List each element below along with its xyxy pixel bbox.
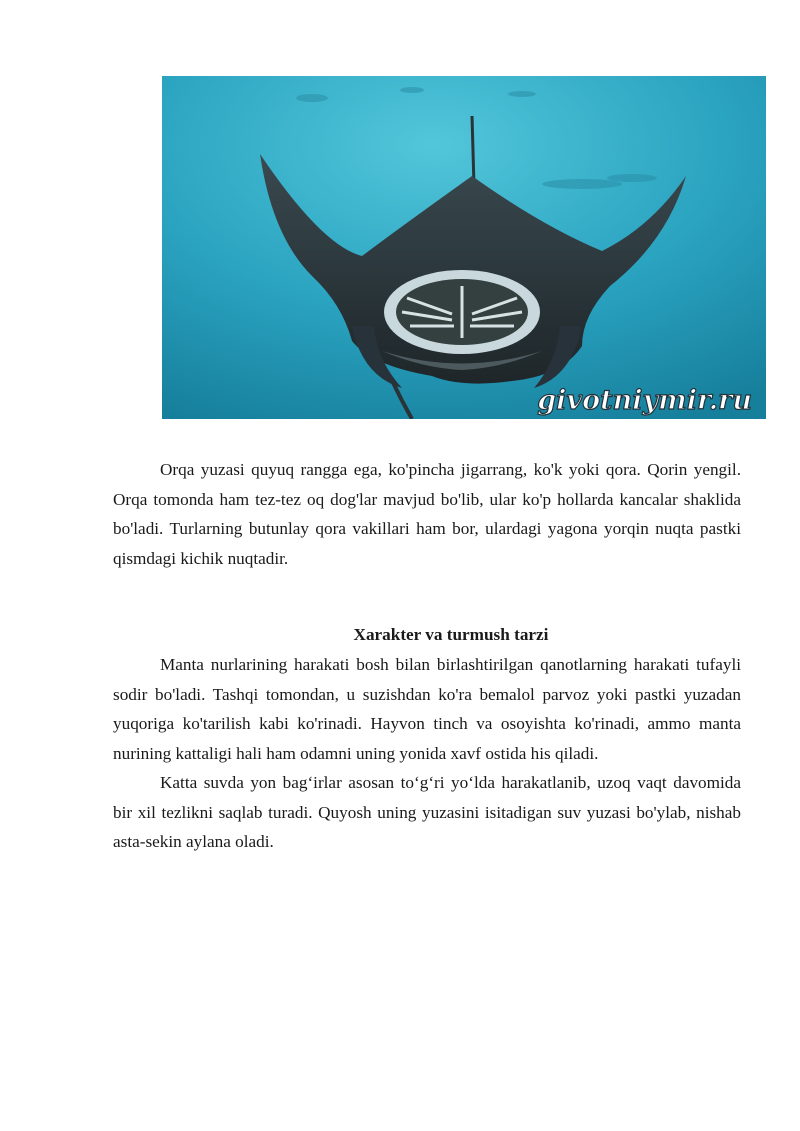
paragraph-movement: Manta nurlarining harakati bosh bilan birlashtirilgan qanotlarning harakati tufayli sodir bo'ladi. Tashqi tomondan, u suzishdan ko'ra bemalol parvoz yoki pastki yuzadan yuqoriga ko'tarilish kabi ko'rinadi. Hayvon tinch va osoyishta ko'rinadi, ammo manta nurining kattaligi hali ham odamni uning yonida xavf ostida his qiladi.	[113, 655, 741, 763]
paragraph-coloration: Orqa yuzasi quyuq rangga ega, ko'pincha jigarrang, ko'k yoki qora. Qorin yengil. Orqa tomonda ham tez-tez oq dog'lar mavjud bo'lib, ular ko'p hollarda kancalar shaklida bo'ladi. Turlarning butunlay qora vakillari ham bor, ulardagi yagona yorqin nuqta pastki qismdagi kichik nuqtadir.	[113, 460, 741, 568]
manta-ray-photo	[162, 76, 766, 419]
manta-ray-illustration	[162, 76, 766, 419]
intro-section	[113, 455, 741, 573]
paragraph-swimming: Katta suvda yon bag‘irlar asosan to‘g‘ri yo‘lda harakatlanib, uzoq vaqt davomida bir xil tezlikni saqlab turadi. Quyosh uning yuzasini isitadigan suv yuzasi bo'ylab, nishab asta-sekin aylana oladi.	[113, 773, 741, 851]
behavior-section	[113, 650, 741, 857]
section-heading: Xarakter va turmush tarzi	[353, 625, 549, 644]
watermark-text: givotniymir.ru	[537, 385, 752, 416]
